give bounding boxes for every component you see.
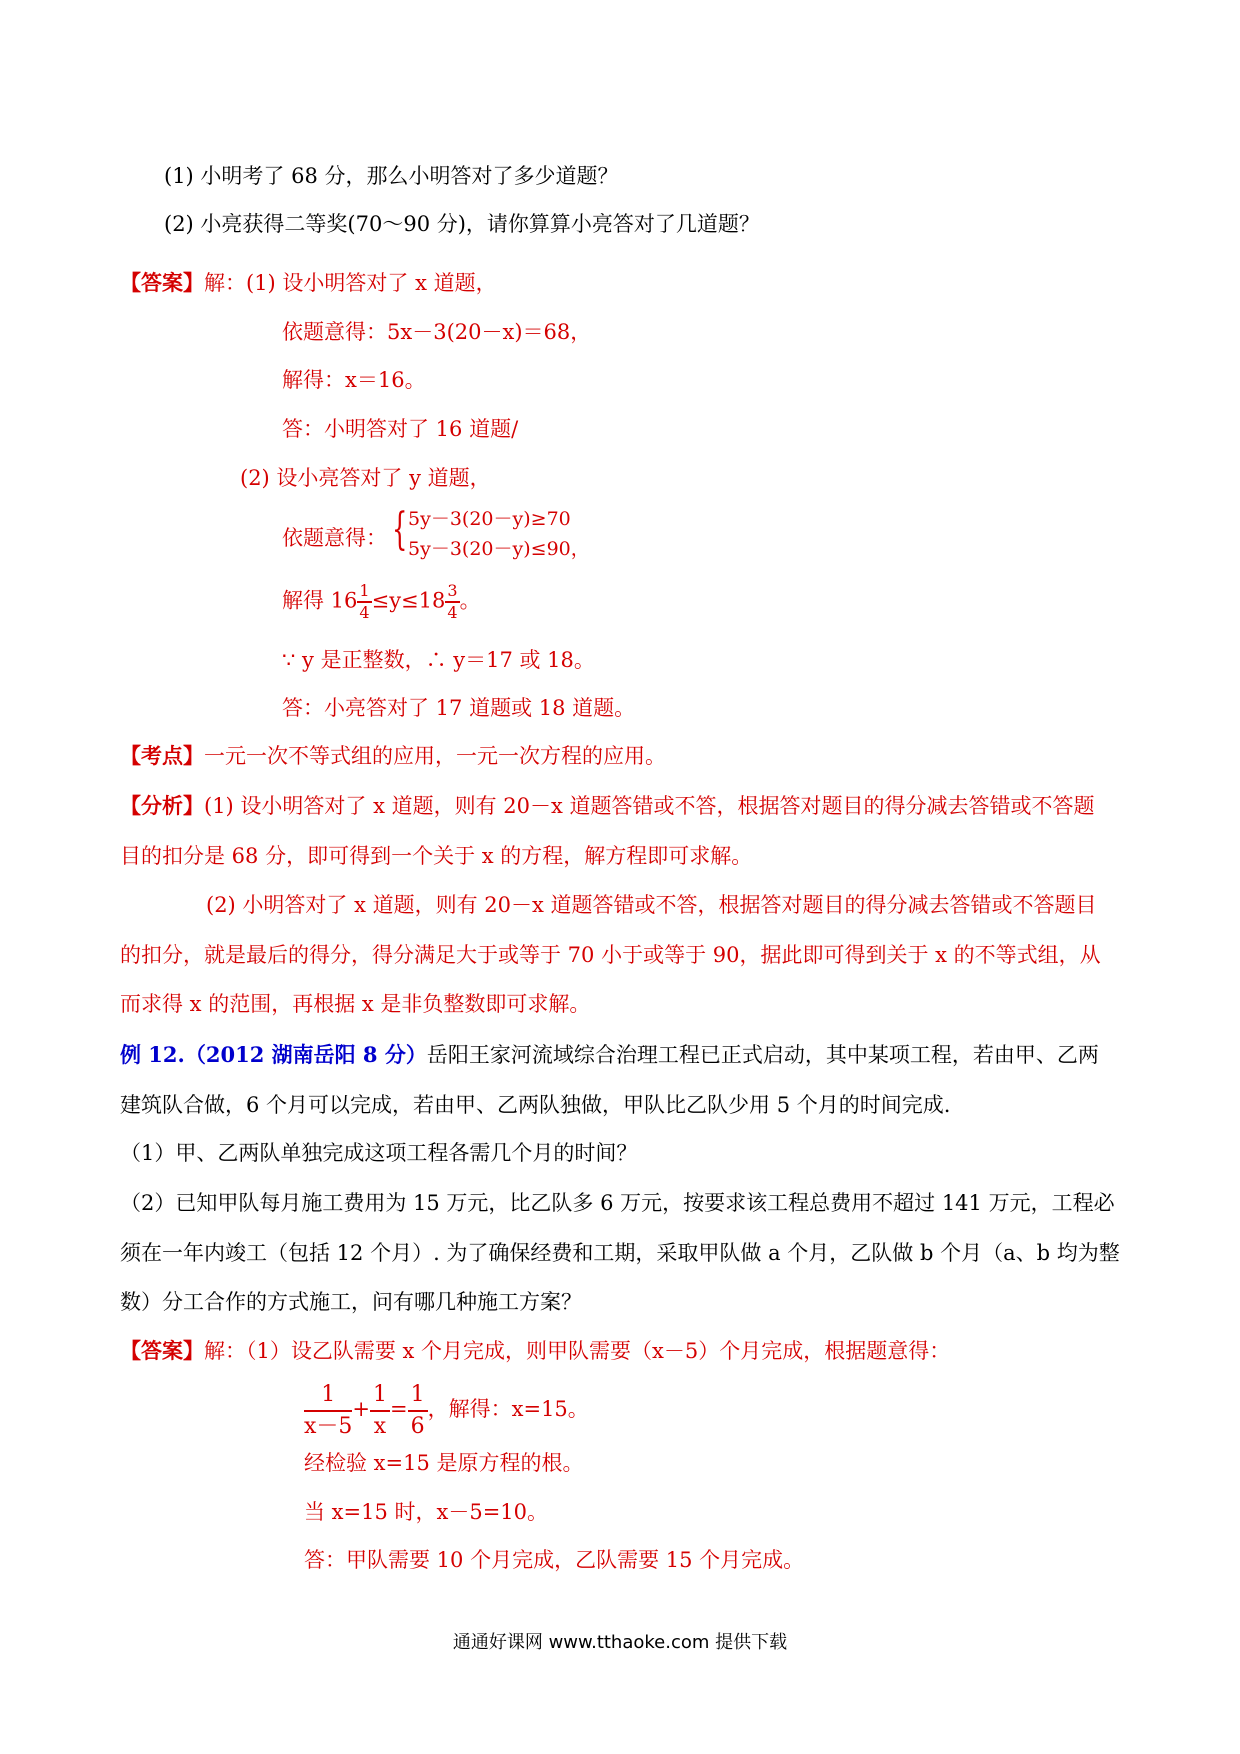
range-prefix: 解得 16	[282, 588, 358, 613]
inequality-brace: {	[392, 504, 408, 555]
analysis-line-1	[120, 791, 1095, 821]
analysis-tag: 【分析】	[120, 793, 204, 818]
example-12-question-1: （1）甲、乙两队单独完成这项工程各需几个月的时间？	[120, 1141, 638, 1165]
fraction-numerator: 1	[304, 1384, 352, 1412]
answer-1-conclusion: 答：小明答对了 16 道题/	[282, 417, 519, 441]
key-point-tag: 【考点】	[120, 743, 204, 768]
answer-12-check: 经检验 x=15 是原方程的根。	[304, 1451, 584, 1475]
answer-1-equation: 依题意得：5x－3(20－x)＝68，	[282, 320, 592, 344]
answer-12-lead: 解：（1）设乙队需要 x 个月完成，则甲队需要（x－5）个月完成，根据题意得：	[204, 1339, 951, 1363]
question-part-2: (2) 小亮获得二等奖(70～90 分)，请你算算小亮答对了几道题？	[164, 212, 760, 236]
analysis-line-2: 目的扣分是 68 分，即可得到一个关于 x 的方程，解方程即可求解。	[120, 844, 753, 868]
fraction-denominator: 6	[410, 1413, 425, 1439]
fraction-1-over-x-minus-5	[304, 1381, 353, 1439]
equation-tail: ，解得：x=15。	[427, 1397, 589, 1421]
fraction-denominator: 4	[447, 603, 458, 622]
inequality-label: 依题意得：	[282, 526, 387, 550]
answer-1-part-2-conclusion: 答：小亮答对了 17 道题或 18 道题。	[282, 696, 636, 720]
example-text-1: 岳阳王家河流域综合治理工程已正式启动，其中某项工程，若由甲、乙两	[426, 1043, 1099, 1067]
inequality-1: 5y－3(20－y)≥70	[408, 508, 571, 530]
analysis-line-4: 的扣分，就是最后的得分，得分满足大于或等于 70 小于或等于 90，据此即可得到关于 x 的不等式组，从	[120, 943, 1101, 967]
fraction-1-over-x	[370, 1381, 390, 1439]
fraction-one-quarter	[357, 583, 371, 621]
fraction-numerator: 1	[408, 1384, 428, 1412]
analysis-text-1: (1) 设小明答对了 x 道题，则有 20－x 道题答错或不答，根据答对题目的得分减去答错或不答题	[204, 794, 1095, 818]
fraction-denominator: x－5	[304, 1413, 353, 1439]
answer-1-lead: 解：(1) 设小明答对了 x 道题，	[204, 271, 497, 295]
example-12-question-2b: 须在一年内竣工（包括 12 个月）. 为了确保经费和工期，采取甲队做 a 个月，乙队做 b 个月（a、b 均为整	[120, 1241, 1120, 1265]
answer-1-solution: 解得：x＝16。	[282, 368, 426, 392]
answer-1-header	[120, 268, 497, 298]
analysis-line-3: (2) 小明答对了 x 道题，则有 20－x 道题答错或不答，根据答对题目的得分减去答错或不答题目	[206, 893, 1097, 917]
fraction-numerator: 1	[357, 583, 371, 603]
example-12-line-1	[120, 1040, 1099, 1070]
answer-12-substitute: 当 x=15 时，x－5=10。	[304, 1500, 549, 1524]
fraction-numerator: 1	[370, 1384, 390, 1412]
answer-1-part-2-lead: (2) 设小亮答对了 y 道题，	[240, 466, 491, 490]
answer-tag: 【答案】	[120, 270, 204, 295]
fraction-denominator: 4	[359, 603, 370, 622]
inequality-comma: ，	[570, 538, 590, 560]
range-middle: ≤y≤18	[371, 588, 446, 613]
example-source: （2012 湖南岳阳 8 分）	[184, 1042, 427, 1067]
example-12-question-2a: （2）已知甲队每月施工费用为 15 万元，比乙队多 6 万元，按要求该工程总费用不超过 141 万元，工程必	[120, 1191, 1115, 1215]
fraction-three-quarters	[445, 583, 459, 621]
example-12-line-2: 建筑队合做，6 个月可以完成，若由甲、乙两队独做，甲队比乙队少用 5 个月的时间完成.	[120, 1093, 951, 1117]
range-end: 。	[459, 588, 481, 613]
inequality-2	[408, 536, 590, 562]
answer-12-conclusion: 答：甲队需要 10 个月完成，乙队需要 15 个月完成。	[304, 1548, 805, 1572]
fraction-denominator: x	[373, 1413, 387, 1439]
fraction-equation	[304, 1378, 589, 1440]
plus-sign: +	[352, 1397, 371, 1421]
answer-tag: 【答案】	[120, 1338, 204, 1363]
fraction-1-over-6	[408, 1381, 428, 1439]
page-footer: 通通好课网 www.tthaoke.com 提供下载	[452, 1632, 788, 1653]
key-point-line	[120, 741, 666, 771]
key-point-text: 一元一次不等式组的应用，一元一次方程的应用。	[204, 744, 666, 768]
equals-sign: =	[390, 1397, 408, 1421]
question-part-1: (1) 小明考了 68 分，那么小明答对了多少道题？	[164, 164, 619, 188]
example-label: 例 12.	[120, 1042, 185, 1067]
fraction-numerator: 3	[445, 583, 459, 603]
integer-reasoning: ∵ y 是正整数，∴ y＝17 或 18。	[282, 648, 595, 672]
analysis-line-5: 而求得 x 的范围，再根据 x 是非负整数即可求解。	[120, 992, 591, 1016]
answer-12-header	[120, 1336, 950, 1366]
inequality-2-text: 5y－3(20－y)≤90	[408, 538, 571, 560]
example-12-question-2c: 数）分工合作的方式施工，问有哪几种施工方案？	[120, 1290, 582, 1314]
range-solution	[282, 583, 481, 621]
